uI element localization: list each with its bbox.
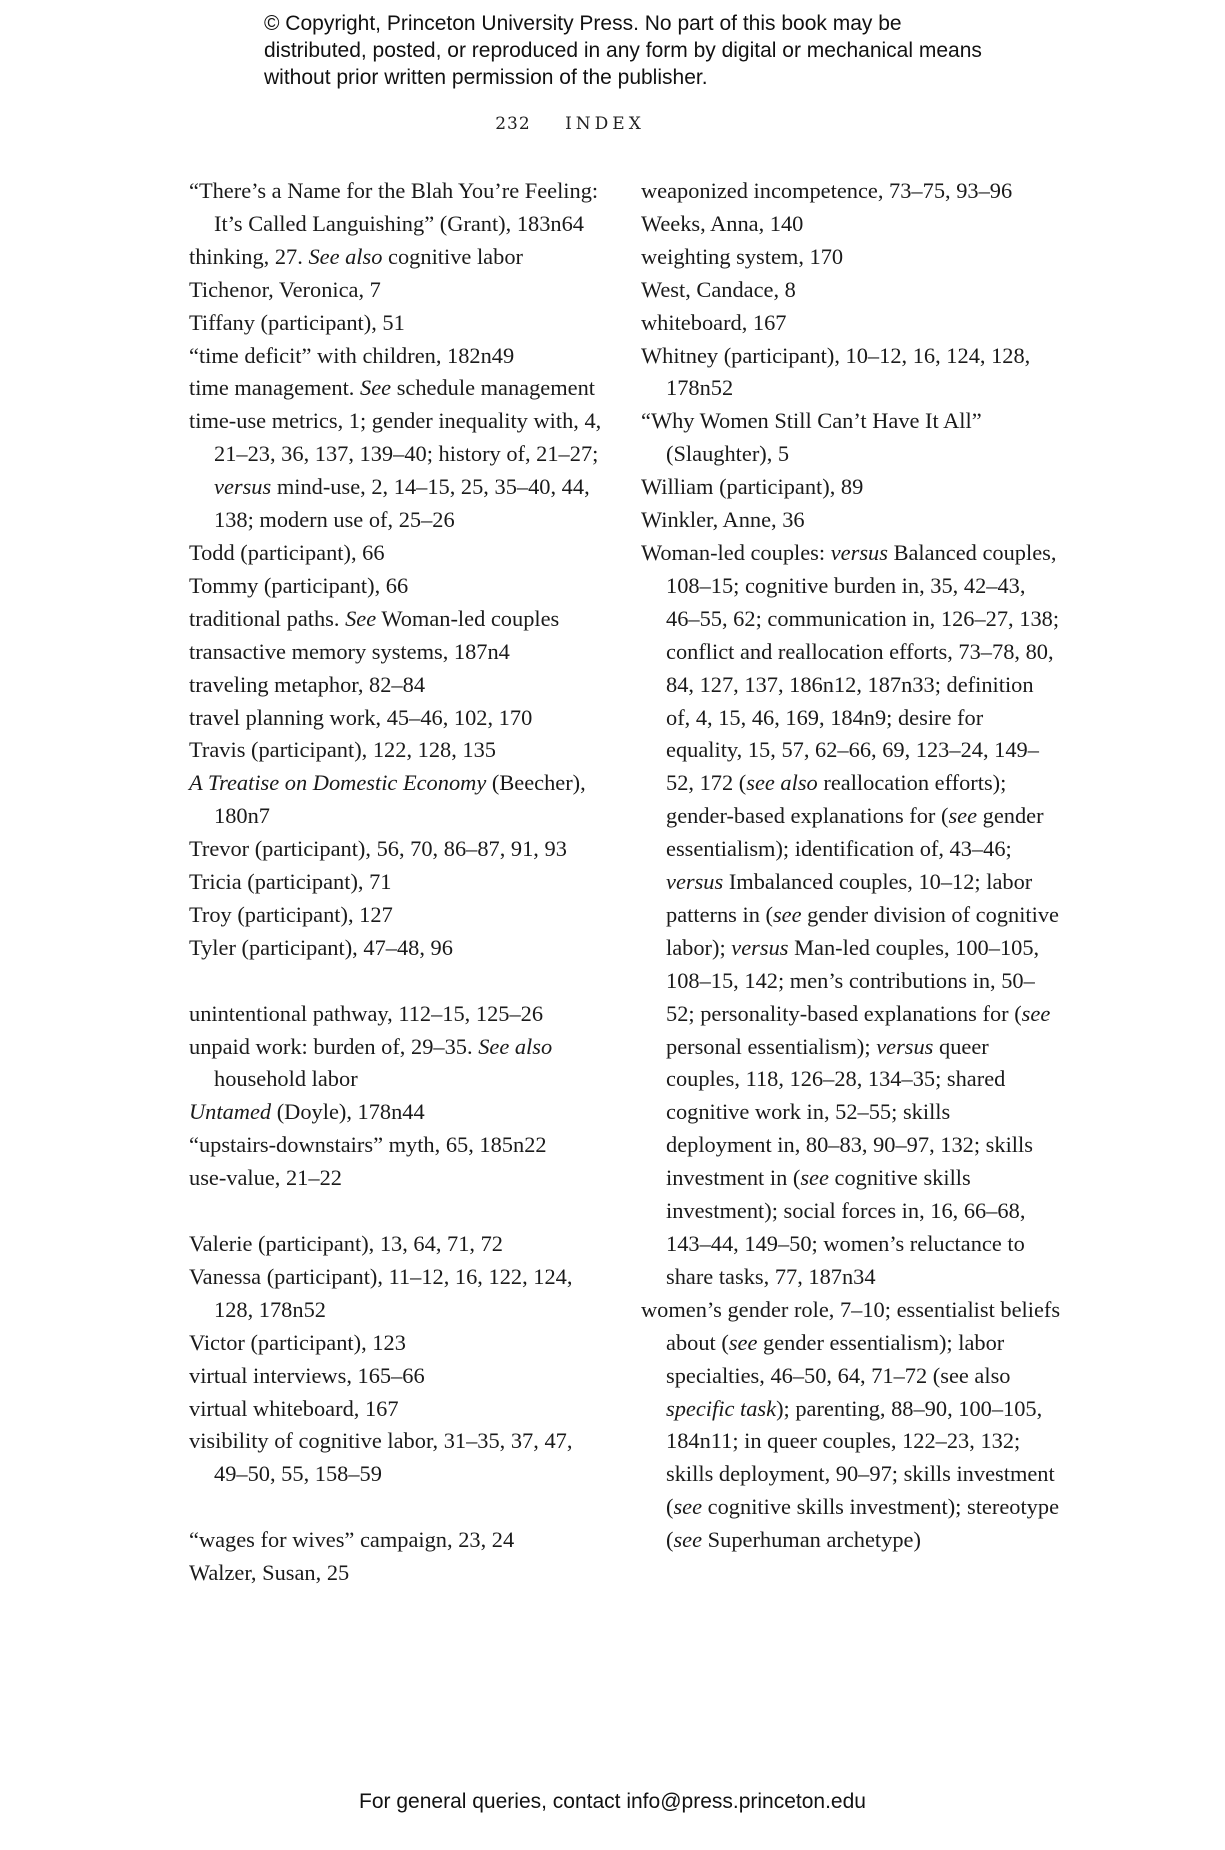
index-column-right bbox=[641, 175, 1061, 1557]
index-entry: Walzer, Susan, 25 bbox=[189, 1560, 350, 1586]
index-entry: “time deficit” with children, 182n49 bbox=[189, 342, 515, 368]
index-entry: Victor (participant), 123 bbox=[189, 1329, 406, 1355]
index-entry: Woman-led couples: versus Balanced couples, 108–15; cognitive burden in, 35, 42–43, 46–55, 62; communication in, 126–27, 138; conflict and reallocation efforts, 73–78, 80, 84, 127, 137, 186n12, 187n33; definition of, 4, 15, 46, 169, 184n9; desire for equality, 15, 57, 62–66, 69, 123–24, 149–52, 172 (see also reallocation efforts); gender-based explanations for (see gender essentialism); identification of, 43–46; versus Imbalanced couples, 10–12; labor patterns in (see gender division of cognitive labor); versus Man-led couples, 100–105, 108–15, 142; men’s contributions in, 50–52; personality-based explanations for (see personal essentialism); versus queer couples, 118, 126–28, 134–35; shared cognitive work in, 52–55; skills deployment in, 80–83, 90–97, 132; skills investment in (see cognitive skills investment); social forces in, 16, 66–68, 143–44, 149–50; women’s reluctance to share tasks, 77, 187n34 bbox=[641, 539, 1060, 1289]
index-entry: Winkler, Anne, 36 bbox=[641, 507, 805, 533]
index-entry: Todd (participant), 66 bbox=[189, 539, 385, 565]
index-entry: Travis (participant), 122, 128, 135 bbox=[189, 737, 497, 763]
index-entry: time management. See schedule management bbox=[189, 375, 596, 401]
contact-footer: For general queries, contact info@press.princeton.edu bbox=[359, 1790, 866, 1813]
index-entry: A Treatise on Domestic Economy (Beecher), 180n7 bbox=[189, 770, 586, 829]
index-entry: Tommy (participant), 66 bbox=[189, 572, 409, 598]
letter-group-divider bbox=[189, 965, 609, 998]
index-entry: transactive memory systems, 187n4 bbox=[189, 638, 510, 664]
section-title: INDEX bbox=[565, 114, 645, 134]
index-entry: time-use metrics, 1; gender inequality with, 4, 21–23, 36, 137, 139–40; history of, 21–27; versus mind-use, 2, 14–15, 25, 35–40, 44, 138; modern use of, 25–26 bbox=[189, 408, 602, 533]
index-entry: Whitney (participant), 10–12, 16, 124, 128, 178n52 bbox=[641, 342, 1031, 401]
index-entry: Tiffany (participant), 51 bbox=[189, 309, 405, 335]
running-head bbox=[0, 114, 1140, 134]
letter-group-divider bbox=[189, 1195, 609, 1228]
index-entry: virtual interviews, 165–66 bbox=[189, 1362, 425, 1388]
index-entry: whiteboard, 167 bbox=[641, 309, 787, 335]
index-entry: Tricia (participant), 71 bbox=[189, 869, 392, 895]
index-entry: unpaid work: burden of, 29–35. See also household labor bbox=[189, 1033, 553, 1092]
index-entry: “wages for wives” campaign, 23, 24 bbox=[189, 1527, 515, 1553]
page-number: 232 bbox=[495, 114, 531, 134]
index-entry: traditional paths. See Woman-led couples bbox=[189, 605, 560, 631]
index-entry: “There’s a Name for the Blah You’re Feeling: It’s Called Languishing” (Grant), 183n64 bbox=[189, 178, 599, 236]
copyright-notice: © Copyright, Princeton University Press. No part of this book may be distributed, posted, or reproduced in any form by digital or mechanical means without prior written permission of the publisher. bbox=[264, 12, 982, 89]
letter-group-divider bbox=[189, 1491, 609, 1524]
index-entry: unintentional pathway, 112–15, 125–26 bbox=[189, 1000, 544, 1026]
index-entry: West, Candace, 8 bbox=[641, 276, 796, 302]
index-entry: women’s gender role, 7–10; essentialist beliefs about (see gender essentialism); labor specialties, 46–50, 64, 71–72 (see also specific task); parenting, 88–90, 100–105, 184n11; in queer couples, 122–23, 132; skills deployment, 90–97; skills investment (see cognitive skills investment); stereotype (see Superhuman archetype) bbox=[641, 1296, 1061, 1553]
index-entry: Troy (participant), 127 bbox=[189, 901, 393, 927]
index-entry: traveling metaphor, 82–84 bbox=[189, 671, 426, 697]
index-entry: Untamed (Doyle), 178n44 bbox=[189, 1099, 425, 1125]
index-entry: weighting system, 170 bbox=[641, 243, 844, 269]
index-entry: Tichenor, Veronica, 7 bbox=[189, 276, 381, 302]
index-entry: Vanessa (participant), 11–12, 16, 122, 124, 128, 178n52 bbox=[189, 1263, 573, 1322]
index-entry: Weeks, Anna, 140 bbox=[641, 210, 804, 236]
index-entry: travel planning work, 45–46, 102, 170 bbox=[189, 704, 533, 730]
index-entry: “Why Women Still Can’t Have It All” (Slaughter), 5 bbox=[641, 408, 982, 467]
index-entry: Tyler (participant), 47–48, 96 bbox=[189, 934, 453, 960]
index-entry: weaponized incompetence, 73–75, 93–96 bbox=[641, 178, 1013, 203]
index-column-left bbox=[189, 175, 609, 1590]
index-entry: Trevor (participant), 56, 70, 86–87, 91, 93 bbox=[189, 836, 567, 862]
index-entry: “upstairs-downstairs” myth, 65, 185n22 bbox=[189, 1132, 547, 1158]
index-entry: use-value, 21–22 bbox=[189, 1165, 342, 1191]
index-entry: Valerie (participant), 13, 64, 71, 72 bbox=[189, 1230, 503, 1256]
index-entry: visibility of cognitive labor, 31–35, 37, 47, 49–50, 55, 158–59 bbox=[189, 1428, 573, 1487]
index-entry: William (participant), 89 bbox=[641, 474, 864, 500]
index-entry: thinking, 27. See also cognitive labor bbox=[189, 243, 523, 269]
index-entry: virtual whiteboard, 167 bbox=[189, 1395, 399, 1421]
